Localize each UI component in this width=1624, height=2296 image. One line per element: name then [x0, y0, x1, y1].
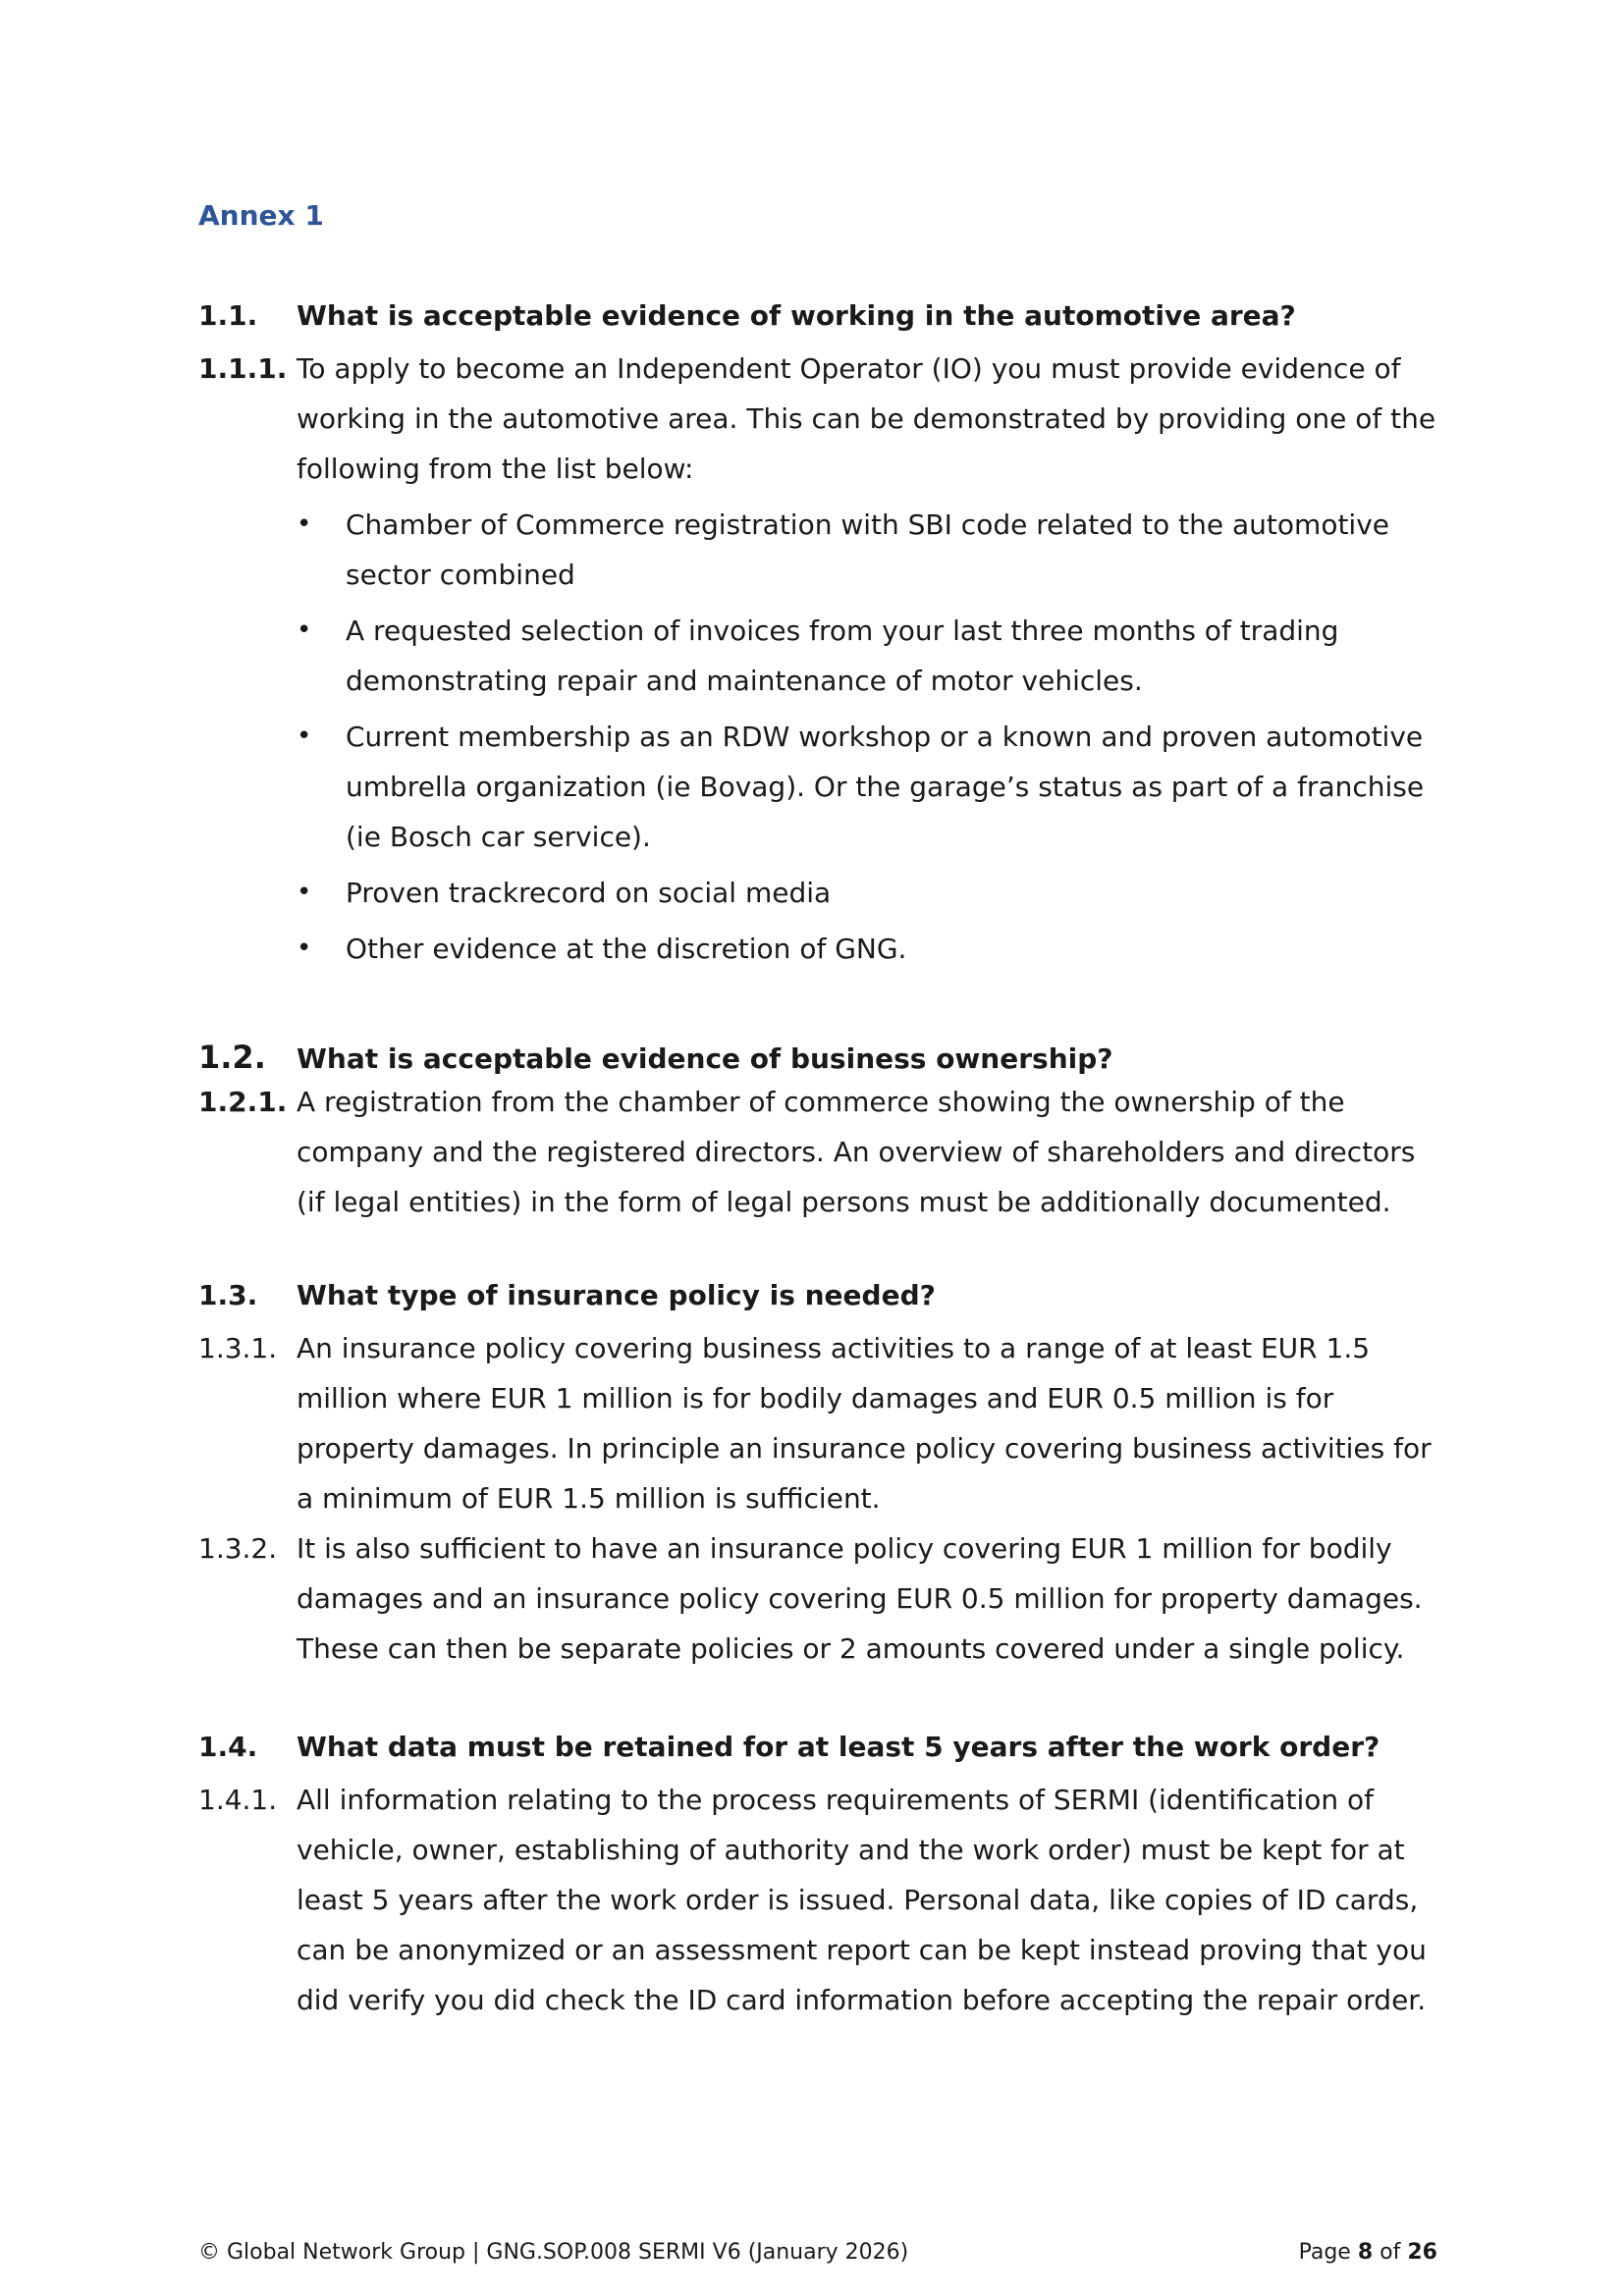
list-item — [297, 712, 1445, 862]
section-number: 1.2. — [198, 1039, 266, 1076]
page-indicator — [1299, 2238, 1437, 2268]
section-heading — [198, 1728, 1465, 1767]
list-item-text: A requested selection of invoices from your last three months of trading demonstrating repair and maintenance of motor vehicles. — [346, 614, 1339, 697]
section-number: 1.3. — [198, 1279, 258, 1311]
bullet-icon: • — [297, 509, 312, 539]
section-number: 1.4. — [198, 1731, 258, 1763]
section-title: What is acceptable evidence of working in the automotive area? — [297, 299, 1296, 332]
annex-title: Annex 1 — [198, 199, 324, 232]
list-item — [297, 868, 1445, 918]
bullet-icon: • — [297, 615, 312, 645]
section-1-3 — [198, 1276, 1465, 1674]
of-label: of — [1380, 2240, 1401, 2265]
section-1-4 — [198, 1728, 1465, 2025]
paragraph-1-1-1 — [198, 344, 1465, 494]
list-item — [297, 606, 1445, 706]
paragraph-text: It is also sufficient to have an insurance policy covering EUR 1 million for bodily damages and an insurance policy covering EUR 0.5 million for property damages. These can then be separate policies or 2 amounts covered under a single policy. — [297, 1532, 1423, 1665]
paragraph-number: 1.1.1. — [198, 352, 288, 385]
section-1-1 — [198, 296, 1465, 980]
section-heading — [198, 1276, 1465, 1315]
paragraph-text: A registration from the chamber of commerce showing the ownership of the company and the registered directors. An overview of shareholders and directors (if legal entities) in the form of legal persons must be additionally documented. — [297, 1086, 1416, 1218]
list-item-text: Other evidence at the discretion of GNG. — [346, 933, 907, 965]
bullet-icon: • — [297, 721, 312, 751]
list-item-text: Proven trackrecord on social media — [346, 877, 832, 909]
footer-copyright: © Global Network Group | GNG.SOP.008 SERMI V6 (January 2026) — [198, 2240, 909, 2265]
bullet-icon: • — [297, 934, 312, 963]
section-title: What data must be retained for at least 5 years after the work order? — [297, 1731, 1380, 1763]
list-item-text: Current membership as an RDW workshop or a known and proven automotive umbrella organization (ie Bovag). Or the garage’s status as part of a franchise (ie Bosch car service). — [346, 721, 1425, 853]
paragraph-1-3-1 — [198, 1323, 1465, 1523]
section-heading — [198, 296, 1465, 336]
paragraph-number: 1.4.1. — [198, 1784, 278, 1816]
paragraph-1-2-1 — [198, 1077, 1465, 1227]
page-label: Page — [1298, 2240, 1351, 2265]
paragraph-number: 1.3.2. — [198, 1532, 278, 1565]
list-item — [297, 924, 1445, 974]
paragraph-number: 1.3.1. — [198, 1332, 278, 1364]
paragraph-text: To apply to become an Independent Operator (IO) you must provide evidence of working in the automotive area. This can be demonstrated by providing one of the following from the list below: — [297, 352, 1436, 485]
page-total: 26 — [1407, 2240, 1437, 2265]
paragraph-1-4-1 — [198, 1775, 1465, 2025]
list-item — [297, 500, 1445, 600]
section-number: 1.1. — [198, 299, 258, 332]
paragraph-1-3-2 — [198, 1523, 1465, 1674]
bullet-icon: • — [297, 878, 312, 907]
paragraph-text: All information relating to the process requirements of SERMI (identification of vehicle, owner, establishing of authority and the work order) must be kept for at least 5 years after the work order is issued. Personal data, like copies of ID cards, can be anonymized or an assessment report can be kept instead proving that you did verify you did check the ID card information before accepting the repair order. — [297, 1784, 1427, 2016]
page-current: 8 — [1357, 2240, 1374, 2265]
list-item-text: Chamber of Commerce registration with SBI code related to the automotive sector combined — [346, 508, 1390, 591]
section-heading — [198, 1038, 1465, 1077]
paragraph-text: An insurance policy covering business activities to a range of at least EUR 1.5 million where EUR 1 million is for bodily damages and EUR 0.5 million is for property damages. In principle an insurance policy covering business activities for a minimum of EUR 1.5 million is sufficient. — [297, 1332, 1432, 1515]
section-title: What is acceptable evidence of business ownership? — [297, 1042, 1113, 1075]
evidence-list — [297, 500, 1445, 974]
section-1-2 — [198, 1038, 1465, 1227]
paragraph-number: 1.2.1. — [198, 1086, 288, 1118]
section-title: What type of insurance policy is needed? — [297, 1279, 936, 1311]
